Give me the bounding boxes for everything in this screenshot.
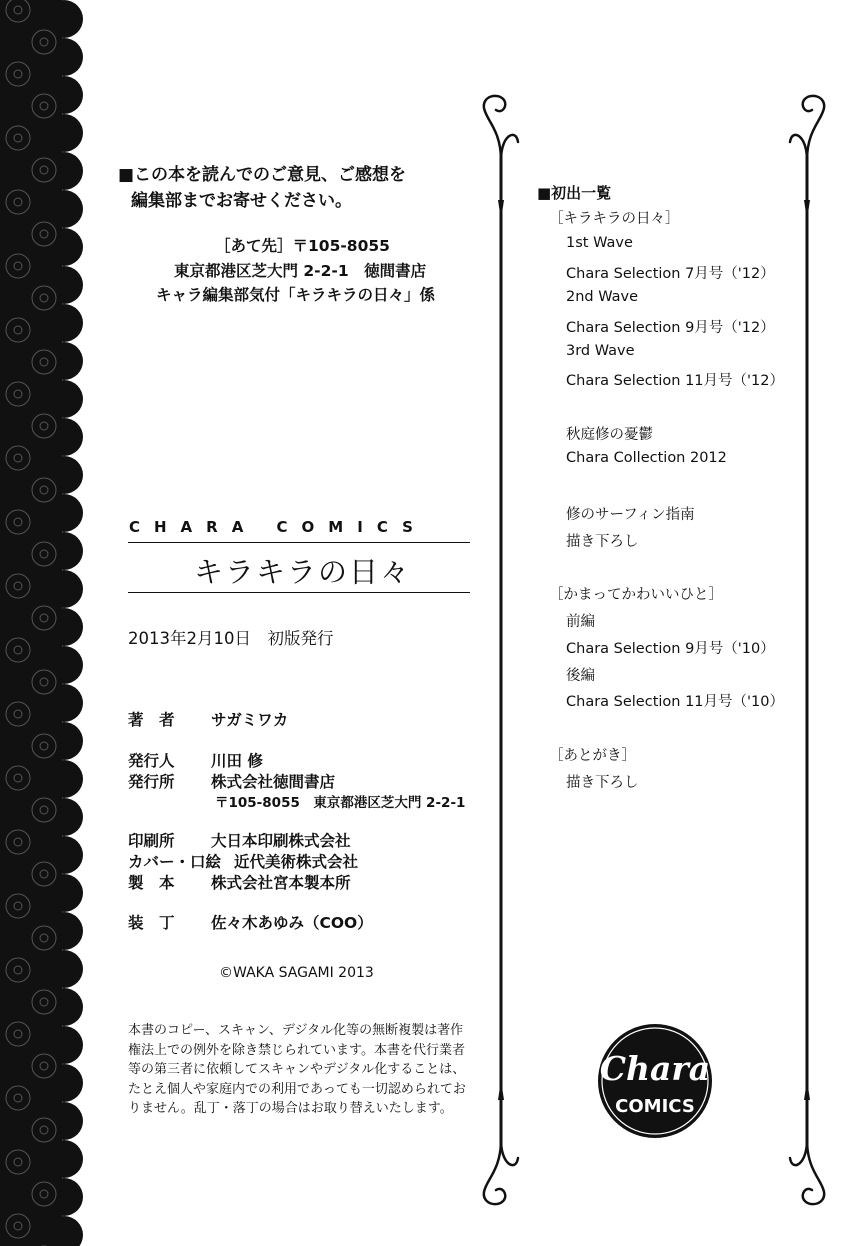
copy-notice-line: 権法上での例外を除き禁じられています。本書を代行業者 [128,1042,465,1058]
left-ornament-frame [476,90,526,1210]
author-label: 著 者 [128,711,175,729]
list-item: 3rd Wave [566,343,635,359]
publisher-name: 株式会社徳間書店 [211,773,336,791]
list-item: Chara Collection 2012 [566,450,727,466]
section-title: ［キラキラの日々］ [549,211,680,227]
address-line-3: キャラ編集部気付「キラキラの日々」係 [156,286,436,304]
logo-text-top: Chara [599,1049,711,1088]
list-item: Chara Selection 7月号（'12） [566,266,775,282]
cover-label: カバー・口絵 [128,853,222,871]
right-ornament-frame [782,90,832,1210]
list-item: 描き下ろし [566,775,639,791]
copy-notice-line: りません。乱丁・落丁の場合はお取り替えいたします。 [128,1101,453,1116]
section-title: ［あとがき］ [549,748,636,764]
list-item: 2nd Wave [566,289,639,305]
list-item: 1st Wave [566,235,633,251]
list-item: Chara Selection 11月号（'10） [566,694,784,710]
publisher-address: 〒105-8055 東京都港区芝大門 2-2-1 [215,795,466,811]
copy-notice-line: 等の第三者に依頼してスキャンやデジタル化することは、 [128,1062,466,1077]
first-appearance-heading: ■初出一覧 [537,184,612,202]
publication-date: 2013年2月10日 初版発行 [128,629,334,648]
list-item: 前編 [566,614,595,630]
address-line-2: 東京都港区芝大門 2-2-1 徳間書店 [174,262,427,280]
list-item: Chara Selection 9月号（'12） [566,320,775,336]
binding-label: 製 本 [128,874,175,892]
logo-text-bottom: COMICS [615,1096,695,1117]
printer-name: 大日本印刷株式会社 [211,832,351,850]
brand-label: CHARA COMICS [129,518,427,536]
printer-label: 印刷所 [128,832,175,850]
author-name: サガミワカ [211,711,289,729]
chara-comics-logo [596,1022,714,1140]
design-name: 佐々木あゆみ（COO） [211,914,373,932]
list-item: 秋庭修の憂鬱 [566,427,653,443]
issuer-label: 発行人 [128,752,175,770]
cover-name: 近代美術株式会社 [234,853,359,871]
list-item: 後編 [566,668,595,684]
binding-name: 株式会社宮本製本所 [211,874,351,892]
copy-notice [128,1021,478,1119]
address-line-1: ［あて先］〒105-8055 [215,237,390,255]
issuer-name: 川田 修 [211,752,263,770]
section-title: ［かまってかわいいひと］ [549,587,723,603]
list-item: Chara Selection 11月号（'12） [566,373,784,389]
feedback-line-1: ■この本を読んでのご意見、ご感想を [118,165,407,185]
design-label: 装 丁 [128,914,175,932]
copy-notice-line: たとえ個人や家庭内での利用であっても一切認められてお [128,1081,466,1097]
lace-border-decoration [0,0,100,1246]
book-title: キラキラの日々 [194,555,412,589]
list-item: 描き下ろし [566,534,639,550]
list-item: 修のサーフィン指南 [566,507,695,523]
copyright: ©WAKA SAGAMI 2013 [219,965,374,981]
copy-notice-line: 本書のコピー、スキャン、デジタル化等の無断複製は著作 [128,1023,464,1038]
title-rule-top [128,542,470,543]
title-rule-bottom [128,592,470,593]
publisher-label: 発行所 [128,773,175,791]
feedback-line-2: 編集部までお寄せください。 [131,191,352,211]
list-item: Chara Selection 9月号（'10） [566,641,775,657]
